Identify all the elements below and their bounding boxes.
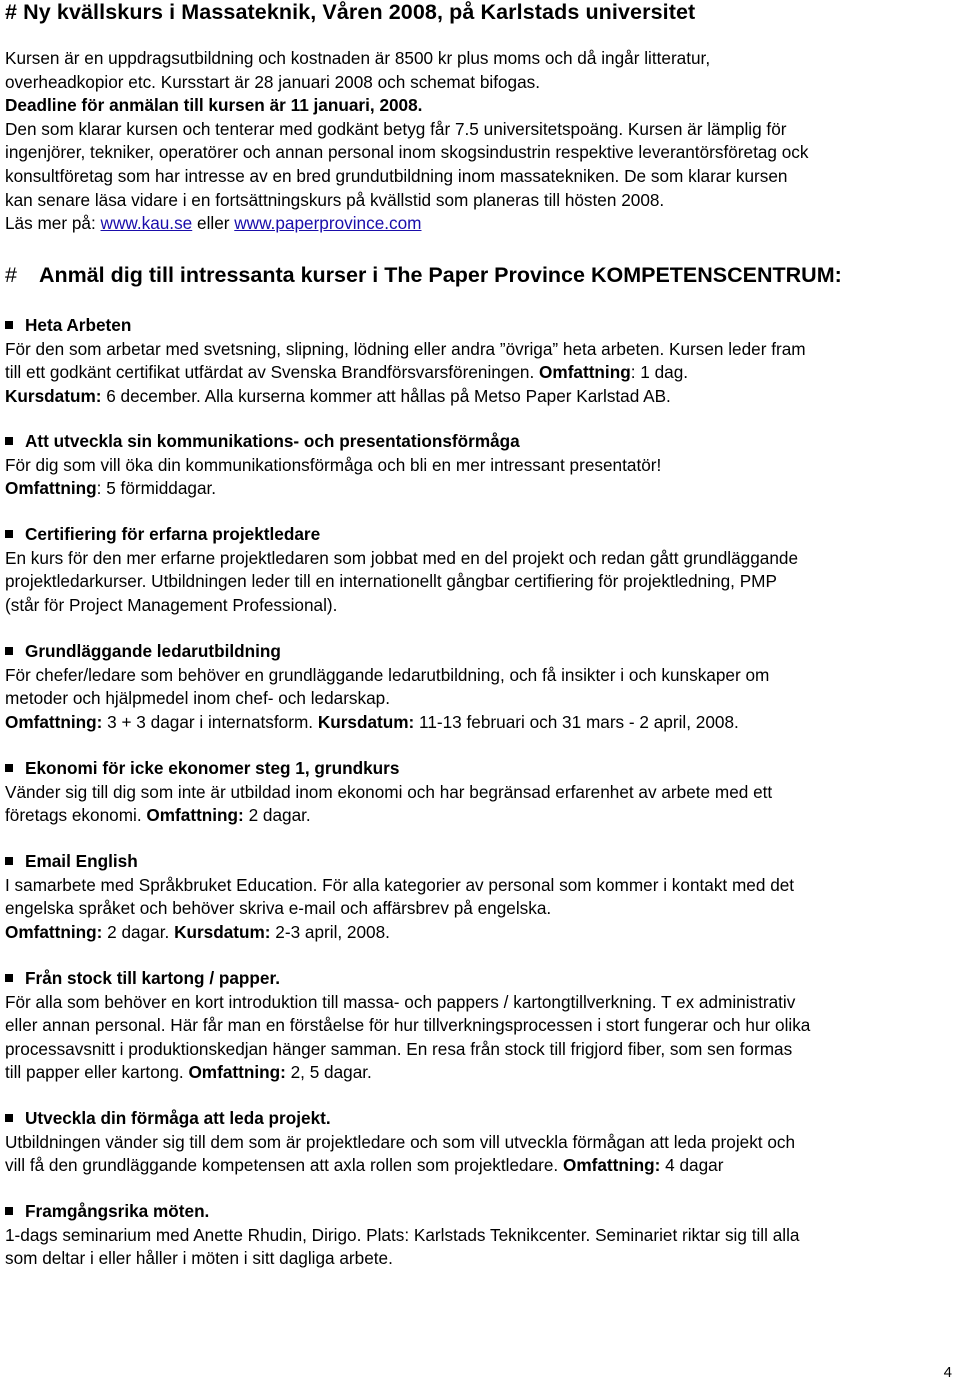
scope-value: : 5 förmiddagar. [96,478,217,499]
scope-label: Omfattning: [562,1155,661,1176]
date-label: Kursdatum: [317,711,415,732]
scope-label: Omfattning: [5,711,103,732]
course-moten [5,1200,957,1271]
course-text: För den som arbetar med svetsning, slipning, lödning eller andra ”övriga” heta arbeten. Kursen leder fram [5,338,806,359]
intro-line-6b: De som klarar kursen [619,165,788,186]
intro-line-4a: Den som klarar kursen och tenterar med godkänt betyg får 7.5 universitetspoäng. [5,118,624,139]
date-value: 6 december. Alla kurserna kommer att hållas på Metso Paper Karlstad AB. [101,385,671,406]
scope-value: 2, 5 dagar. [285,1062,372,1083]
course-text: För alla som behöver en kort introduktion till massa- och pappers / kartongtillverkning. T ex administrativ [5,991,796,1012]
scope-label: Omfattning: [5,921,103,942]
course-kommunikation [5,430,957,501]
intro-line-1: Kursen är en uppdragsutbildning och kostnaden är 8500 kr plus moms och då ingår litteratur, [5,48,711,68]
scope-value: 2 dagar. [102,921,175,942]
course-text: som deltar i eller håller i möten i sitt dagliga arbete. [5,1248,393,1269]
course-text: engelska språket och behöver skriva e-mail och affärsbrev på engelska. [5,898,552,919]
intro-line-2: overheadkopior etc. Kursstart är 28 januari 2008 och schemat bifogas. [5,71,541,92]
intro-paragraph [5,47,957,236]
bullet-square-icon [5,857,13,865]
page-title: # Ny kvällskurs i Massateknik, Våren 2008, på Karlstads universitet [5,0,696,24]
section-title: Anmäl dig till intressanta kurser i The Paper Province KOMPETENSCENTRUM [38,263,835,287]
deadline-notice: Deadline för anmälan till kursen är 11 januari, 2008. [5,95,423,116]
section-heading [5,263,842,288]
course-title: Att utveckla sin kommunikations- och presentationsförmåga [25,431,520,451]
paperprovince-link[interactable]: www.paperprovince.com [234,213,422,234]
scope-value: 4 dagar [660,1155,724,1176]
scope-label: Omfattning [539,362,631,383]
course-text: För dig som vill öka din kommunikationsförmåga och bli en mer intressant presentatör! [5,454,662,475]
course-title: Från stock till kartong / papper. [25,968,281,988]
read-more-or: eller [192,213,235,234]
course-stock-kartong [5,967,957,1085]
intro-line-7: kan senare läsa vidare i en fortsättningskurs på kvällstid som planeras till hösten 2008. [5,189,665,210]
course-heta-arbeten [5,314,957,408]
course-title: Utveckla din förmåga att leda projekt. [25,1108,331,1128]
scope-value: 3 + 3 dagar i internatsform. [102,711,318,732]
course-ledarutbildning [5,640,957,734]
date-label: Kursdatum: [174,921,271,942]
date-value: 2-3 april, 2008. [270,921,390,942]
course-title: Grundläggande ledarutbildning [25,641,281,661]
course-text: Utbildningen vänder sig till dem som är projektledare och som vill utveckla förmågan att leda projekt och [5,1131,796,1152]
course-text: företags ekonomi. [5,805,147,826]
intro-line-5: ingenjörer, tekniker, operatörer och annan personal inom skogsindustrin respektive leverantörsföretag ock [5,142,809,163]
intro-line-6: konsultföretag som har intresse av en bred grundutbildning inom massatekniken. [5,165,620,186]
course-text: Vänder sig till dig som inte är utbildad inom ekonomi och har begränsad erfarenhet av arbete med ett [5,781,773,802]
course-title: Heta Arbeten [25,315,132,335]
scope-value: : 1 dag. [630,362,689,383]
date-label: Kursdatum: [5,385,102,406]
course-text: (står för Project Management Professional). [5,594,338,615]
course-certifiering [5,523,957,617]
bullet-square-icon [5,1114,13,1122]
course-text: vill få den grundläggande kompetensen att axla rollen som projektledare. [5,1155,563,1176]
course-leda-projekt [5,1107,957,1178]
scope-label: Omfattning [5,478,97,499]
section-hash: # [5,263,17,287]
course-text: till papper eller kartong. [5,1062,189,1083]
page-number: 4 [943,1364,952,1381]
course-text: I samarbete med Språkbruket Education. För alla kategorier av personal som kommer i kontakt med det [5,874,795,895]
section-colon: : [834,263,842,287]
course-text: En kurs för den mer erfarne projektledaren som jobbat med en del projekt och redan gått grundläggande [5,547,799,568]
bullet-square-icon [5,1207,13,1215]
bullet-square-icon [5,530,13,538]
intro-line-4b: Kursen är lämplig för [623,118,787,139]
bullet-square-icon [5,764,13,772]
course-text: För chefer/ledare som behöver en grundläggande ledarutbildning, och få insikter i och kunskaper om [5,664,770,685]
course-title: Ekonomi för icke ekonomer steg 1, grundkurs [25,758,400,778]
course-title: Framgångsrika möten. [25,1201,210,1221]
bullet-square-icon [5,437,13,445]
scope-value: 2 dagar. [243,805,311,826]
course-text: till ett godkänt certifikat utfärdat av Svenska Brandförsvarsföreningen. [5,362,540,383]
course-text: projektledarkurser. Utbildningen leder till en internationellt gångbar certifiering för projektledning, PMP [5,571,777,592]
read-more-label: Läs mer på: [5,213,101,234]
course-text: 1-dags seminarium med Anette Rhudin, Dirigo. Plats: Karlstads Teknikcenter. Seminariet riktar sig till alla [5,1224,800,1245]
course-text: metoder och hjälpmedel inom chef- och ledarskap. [5,688,391,709]
course-email-english [5,850,957,944]
course-ekonomi [5,757,957,828]
bullet-square-icon [5,321,13,329]
kau-link[interactable]: www.kau.se [100,213,193,234]
scope-label: Omfattning: [188,1062,286,1083]
bullet-square-icon [5,647,13,655]
scope-label: Omfattning: [146,805,244,826]
course-title: Certifiering för erfarna projektledare [25,524,321,544]
course-text: eller annan personal. Här får man en förståelse för hur tillverkningsprocessen i stort fungerar och hur olika [5,1015,811,1036]
course-title: Email English [25,851,138,871]
bullet-square-icon [5,974,13,982]
course-text: processavsnitt i produktionskedjan hänger samman. En resa från stock till frigjord fiber, som sen formas [5,1038,793,1059]
date-value: 11-13 februari och 31 mars - 2 april, 2008. [414,711,739,732]
